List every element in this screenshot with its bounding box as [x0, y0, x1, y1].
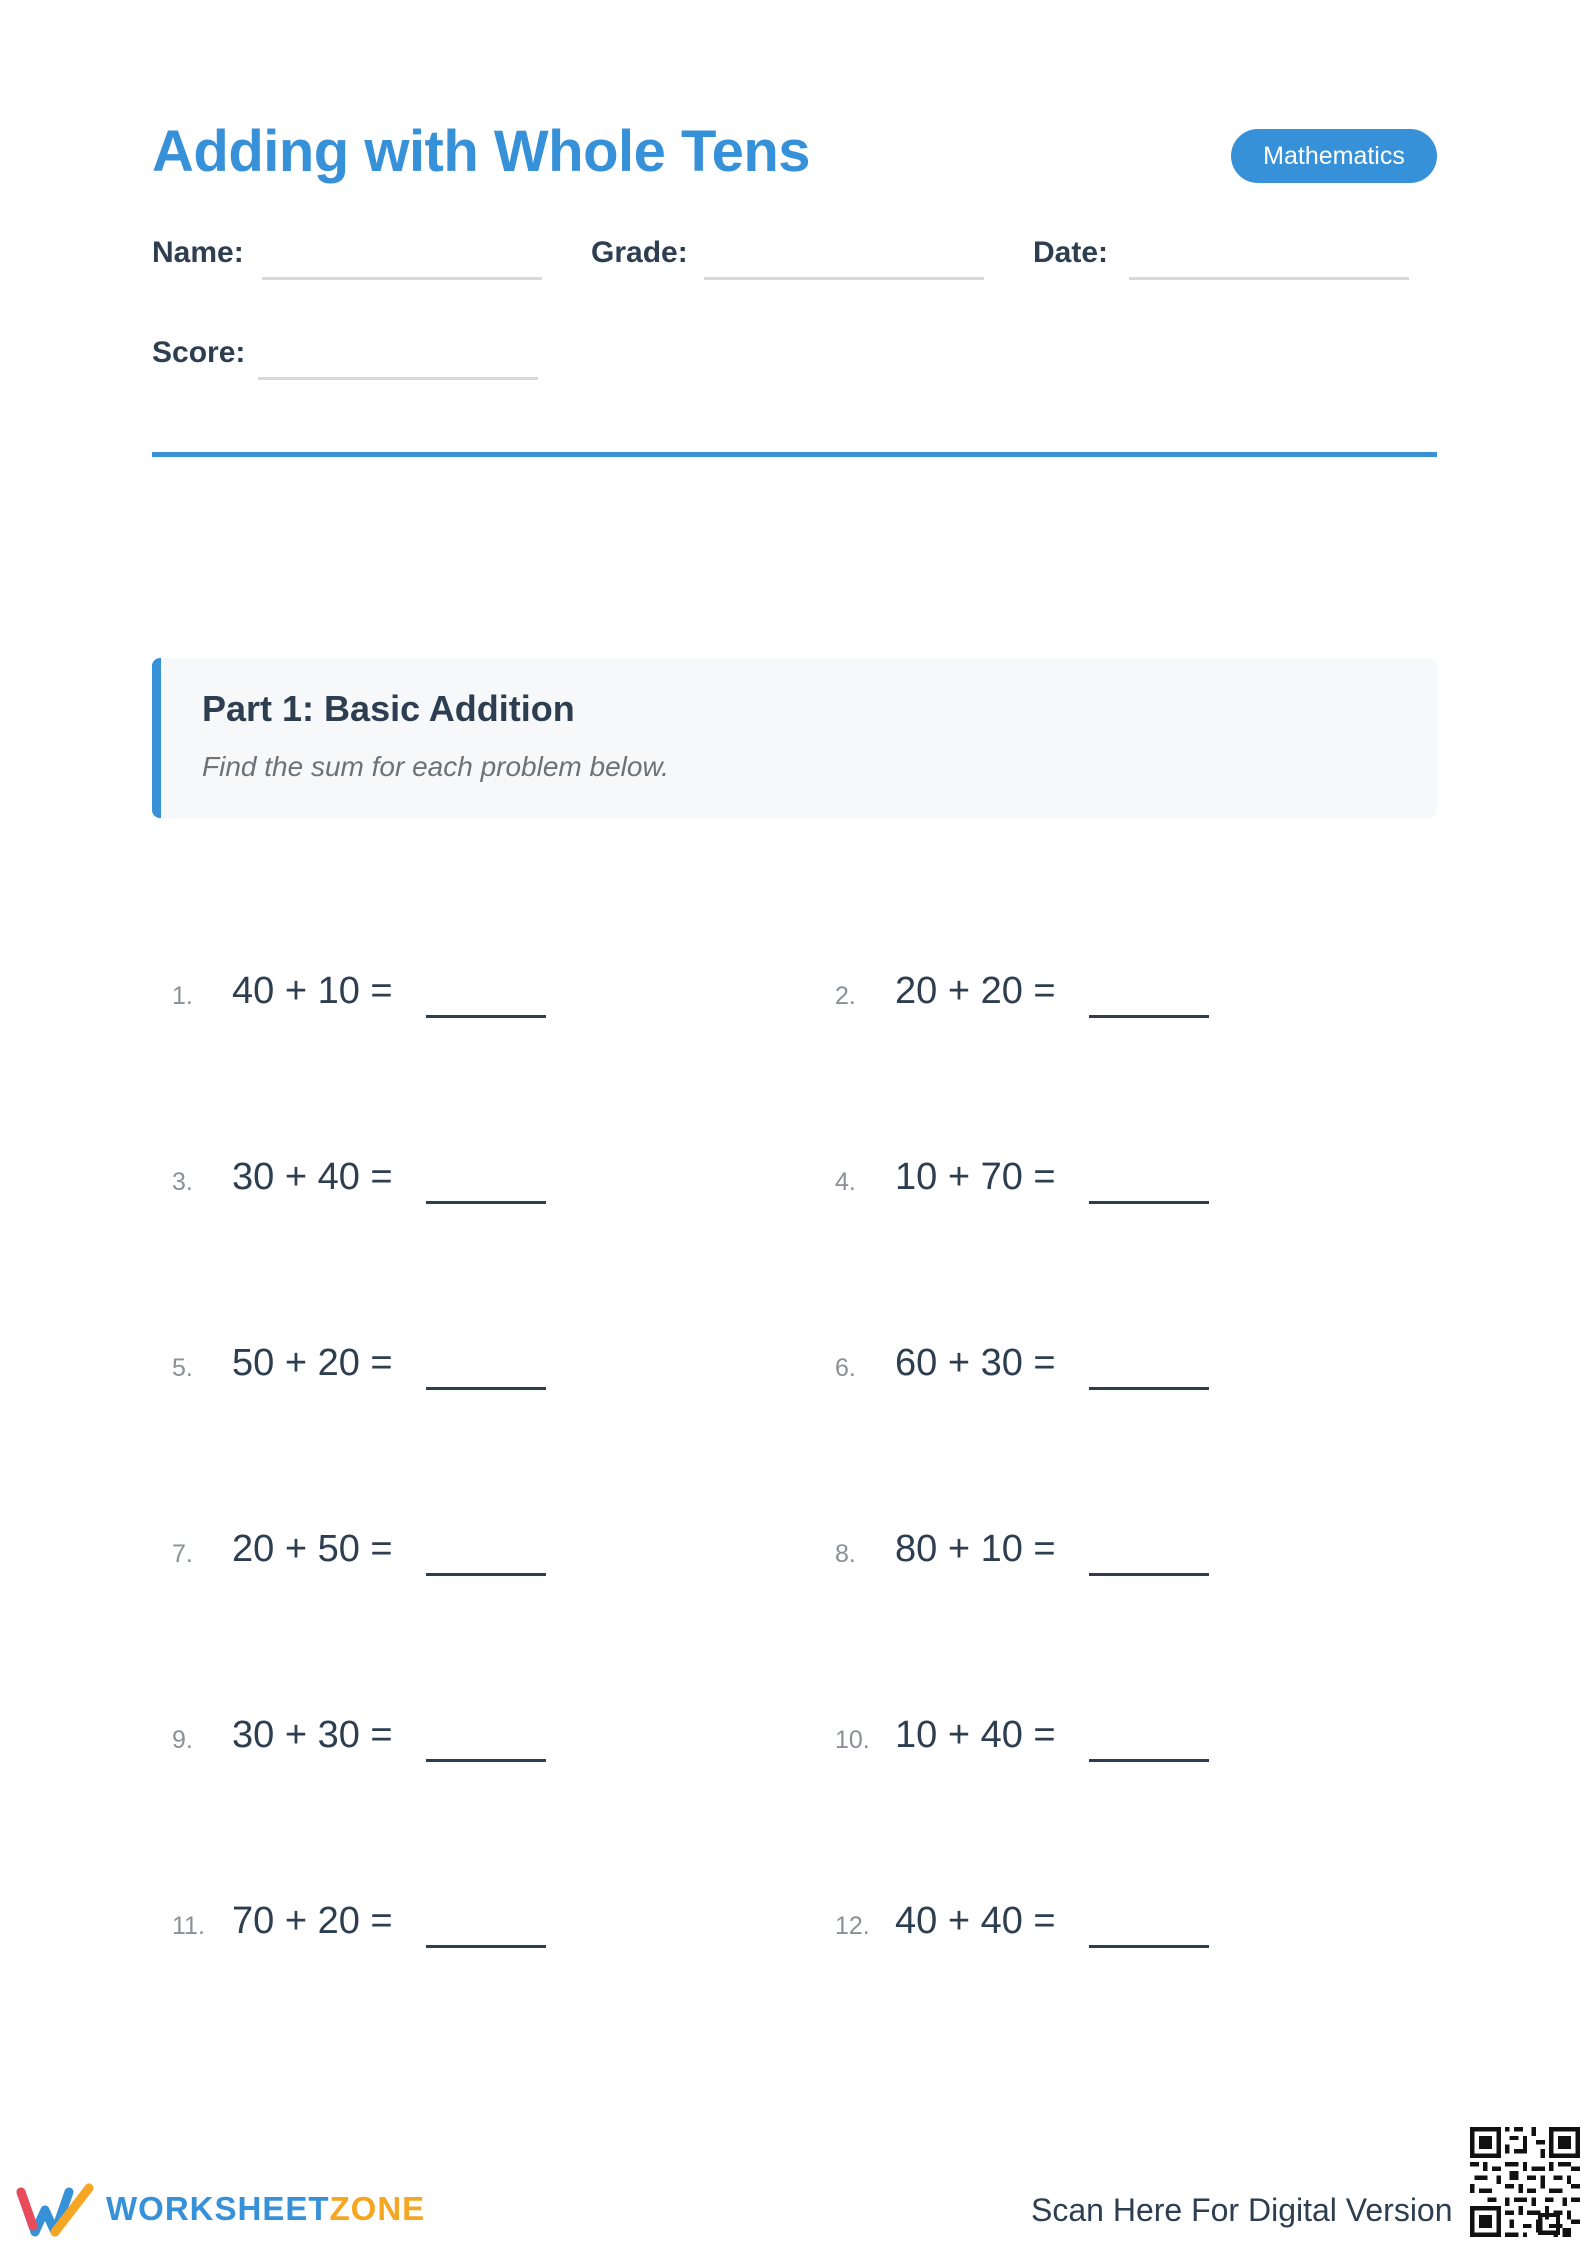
- answer-blank[interactable]: [426, 1387, 546, 1390]
- problem-expression: 60 + 30 =: [895, 1342, 1056, 1384]
- problem-expression: 40 + 10 =: [232, 970, 393, 1012]
- problem-expression: 10 + 70 =: [895, 1156, 1056, 1198]
- brand-word-worksheet: WORKSHEET: [106, 2190, 330, 2227]
- scan-caption: Scan Here For Digital Version: [1031, 2192, 1453, 2228]
- part1-accent-bar: [152, 658, 161, 818]
- answer-blank[interactable]: [1089, 1573, 1209, 1576]
- problem-expression: 30 + 40 =: [232, 1156, 393, 1198]
- answer-blank[interactable]: [1089, 1201, 1209, 1204]
- answer-blank[interactable]: [1089, 1945, 1209, 1948]
- date-label: Date:: [1033, 236, 1109, 269]
- problem-number: 6.: [835, 1354, 856, 1382]
- problem-expression: 40 + 40 =: [895, 1900, 1056, 1942]
- problem-expression: 20 + 20 =: [895, 970, 1056, 1012]
- problem-expression: 30 + 30 =: [232, 1714, 393, 1756]
- problem-number: 3.: [172, 1168, 193, 1196]
- problem-item: [172, 1894, 672, 1964]
- answer-blank[interactable]: [426, 1945, 546, 1948]
- worksheetzone-logo-icon: [15, 2182, 95, 2238]
- subject-badge: Mathematics: [1231, 129, 1437, 183]
- problem-item: [172, 1336, 672, 1406]
- problem-number: 4.: [835, 1168, 856, 1196]
- header-divider: [152, 452, 1437, 457]
- problem-item: [835, 1336, 1335, 1406]
- name-field[interactable]: [262, 277, 542, 280]
- problem-item: [835, 1150, 1335, 1220]
- grade-field[interactable]: [704, 277, 984, 280]
- answer-blank[interactable]: [1089, 1387, 1209, 1390]
- date-field[interactable]: [1129, 277, 1409, 280]
- problem-item: [172, 1708, 672, 1778]
- qr-code-icon[interactable]: [1470, 2127, 1580, 2237]
- answer-blank[interactable]: [1089, 1759, 1209, 1762]
- answer-blank[interactable]: [426, 1015, 546, 1018]
- problem-item: [835, 1522, 1335, 1592]
- problem-item: [835, 1708, 1335, 1778]
- brand-wordmark: [106, 2190, 425, 2228]
- answer-blank[interactable]: [426, 1759, 546, 1762]
- answer-blank[interactable]: [426, 1573, 546, 1576]
- problem-item: [172, 1522, 672, 1592]
- problem-expression: 70 + 20 =: [232, 1900, 393, 1942]
- problem-expression: 20 + 50 =: [232, 1528, 393, 1570]
- problem-number: 11.: [172, 1912, 205, 1940]
- problem-number: 7.: [172, 1540, 193, 1568]
- problem-expression: 80 + 10 =: [895, 1528, 1056, 1570]
- problem-number: 5.: [172, 1354, 193, 1382]
- score-field[interactable]: [258, 377, 538, 380]
- problem-item: [835, 1894, 1335, 1964]
- problem-number: 1.: [172, 982, 193, 1010]
- answer-blank[interactable]: [426, 1201, 546, 1204]
- problem-number: 8.: [835, 1540, 856, 1568]
- name-label: Name:: [152, 236, 244, 269]
- problem-item: [172, 1150, 672, 1220]
- problem-number: 9.: [172, 1726, 193, 1754]
- brand-word-zone: ZONE: [329, 2190, 426, 2227]
- answer-blank[interactable]: [1089, 1015, 1209, 1018]
- problem-number: 12.: [835, 1912, 870, 1940]
- problem-number: 2.: [835, 982, 856, 1010]
- part1-instructions: Find the sum for each problem below.: [202, 751, 669, 782]
- problem-item: [172, 964, 672, 1034]
- problem-number: 10.: [835, 1726, 870, 1754]
- score-label: Score:: [152, 336, 246, 369]
- part1-title: Part 1: Basic Addition: [202, 688, 575, 729]
- grade-label: Grade:: [591, 236, 688, 269]
- part1-section-header: [152, 658, 1437, 818]
- problem-expression: 50 + 20 =: [232, 1342, 393, 1384]
- worksheet-title: Adding with Whole Tens: [152, 119, 811, 184]
- problem-expression: 10 + 40 =: [895, 1714, 1056, 1756]
- problem-item: [835, 964, 1335, 1034]
